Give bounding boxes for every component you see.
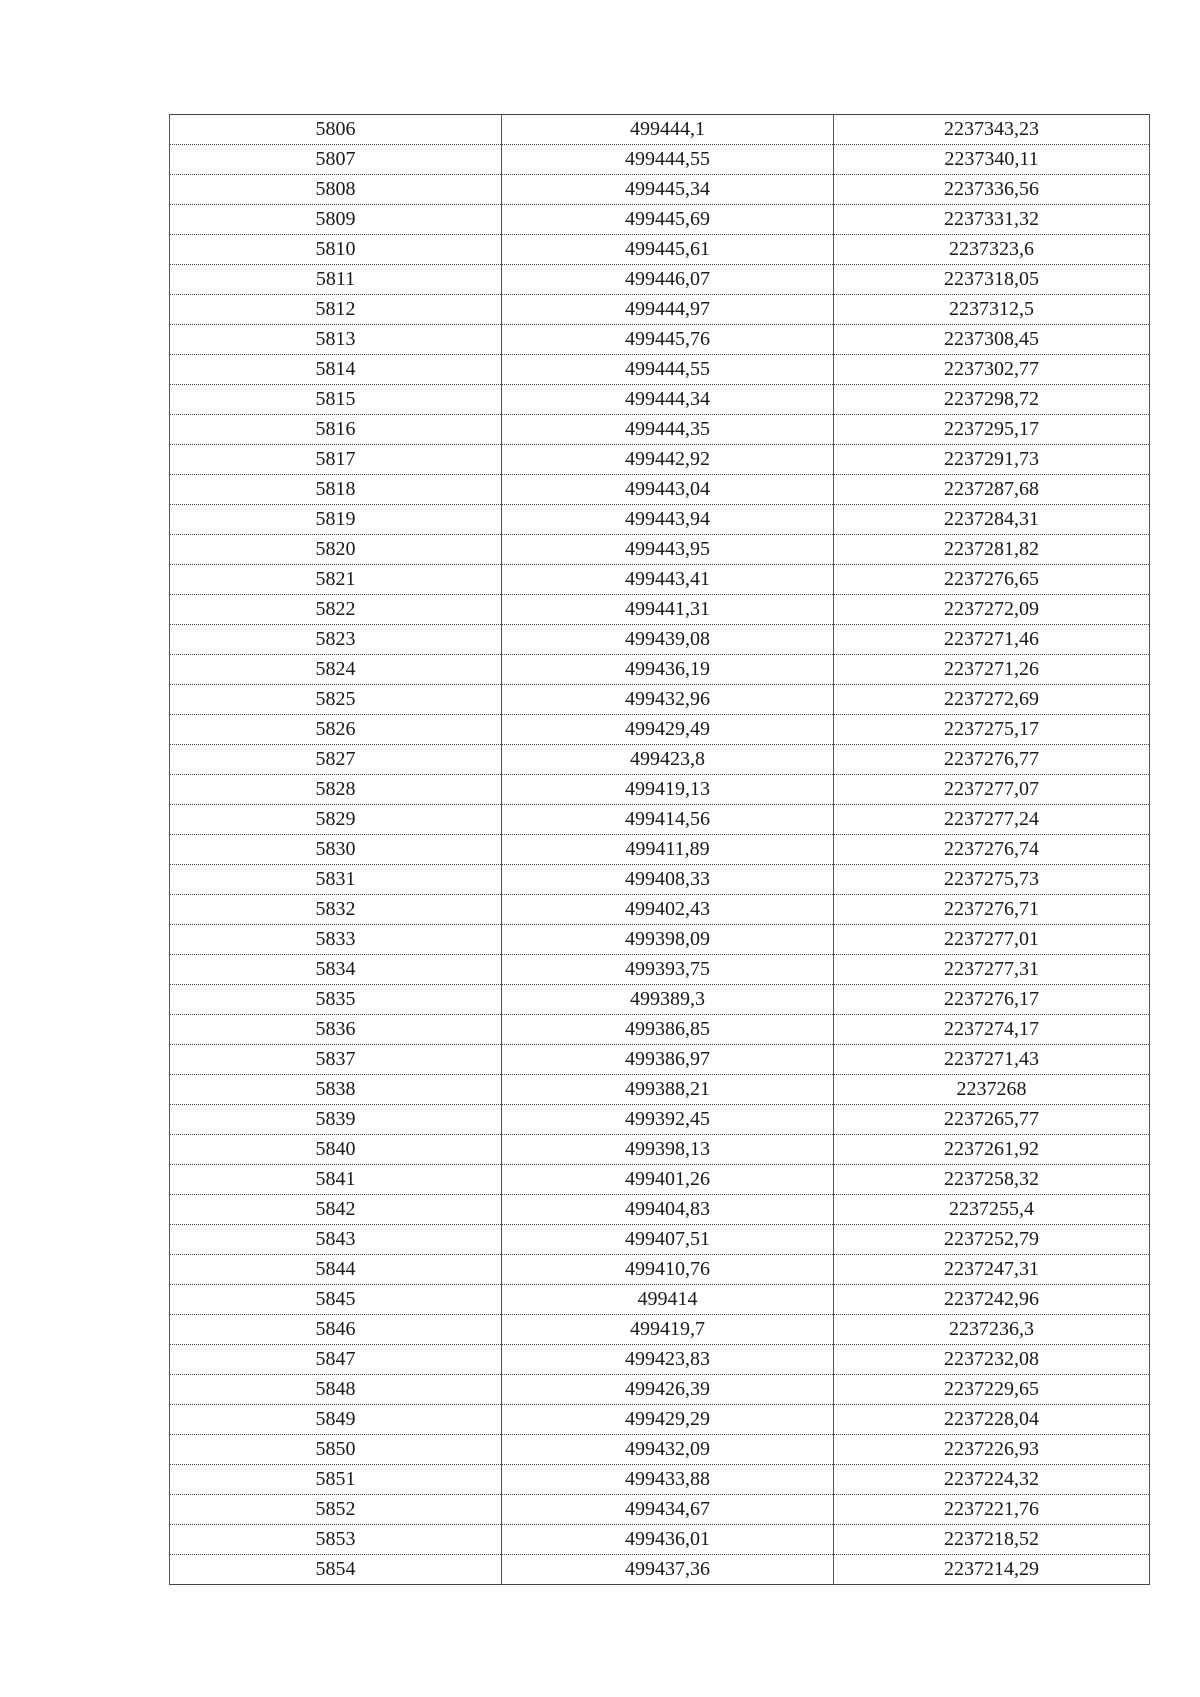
- point-number-cell: 5845: [170, 1285, 502, 1315]
- table-row: [170, 1525, 1150, 1555]
- table-row: [170, 745, 1150, 775]
- table-row: [170, 385, 1150, 415]
- table-row: [170, 565, 1150, 595]
- x-coordinate-cell: 499419,7: [502, 1315, 834, 1345]
- x-coordinate-cell: 499408,33: [502, 865, 834, 895]
- point-number-cell: 5825: [170, 685, 502, 715]
- x-coordinate-cell: 499398,09: [502, 925, 834, 955]
- y-coordinate-cell: 2237343,23: [834, 115, 1150, 145]
- y-coordinate-cell: 2237277,07: [834, 775, 1150, 805]
- table-row: [170, 1375, 1150, 1405]
- x-coordinate-cell: 499419,13: [502, 775, 834, 805]
- y-coordinate-cell: 2237229,65: [834, 1375, 1150, 1405]
- point-number-cell: 5814: [170, 355, 502, 385]
- table-row: [170, 205, 1150, 235]
- y-coordinate-cell: 2237295,17: [834, 415, 1150, 445]
- table-row: [170, 295, 1150, 325]
- x-coordinate-cell: 499404,83: [502, 1195, 834, 1225]
- table-row: [170, 805, 1150, 835]
- x-coordinate-cell: 499423,83: [502, 1345, 834, 1375]
- point-number-cell: 5834: [170, 955, 502, 985]
- y-coordinate-cell: 2237242,96: [834, 1285, 1150, 1315]
- y-coordinate-cell: 2237276,77: [834, 745, 1150, 775]
- x-coordinate-cell: 499444,55: [502, 355, 834, 385]
- point-number-cell: 5809: [170, 205, 502, 235]
- x-coordinate-cell: 499407,51: [502, 1225, 834, 1255]
- x-coordinate-cell: 499444,97: [502, 295, 834, 325]
- point-number-cell: 5827: [170, 745, 502, 775]
- x-coordinate-cell: 499401,26: [502, 1165, 834, 1195]
- y-coordinate-cell: 2237224,32: [834, 1465, 1150, 1495]
- point-number-cell: 5843: [170, 1225, 502, 1255]
- y-coordinate-cell: 2237221,76: [834, 1495, 1150, 1525]
- table-row: [170, 1405, 1150, 1435]
- x-coordinate-cell: 499444,1: [502, 115, 834, 145]
- point-number-cell: 5840: [170, 1135, 502, 1165]
- table-row: [170, 865, 1150, 895]
- y-coordinate-cell: 2237265,77: [834, 1105, 1150, 1135]
- x-coordinate-cell: 499429,29: [502, 1405, 834, 1435]
- table-row: [170, 655, 1150, 685]
- table-row: [170, 235, 1150, 265]
- point-number-cell: 5833: [170, 925, 502, 955]
- x-coordinate-cell: 499443,04: [502, 475, 834, 505]
- y-coordinate-cell: 2237258,32: [834, 1165, 1150, 1195]
- x-coordinate-cell: 499432,09: [502, 1435, 834, 1465]
- table-row: [170, 265, 1150, 295]
- x-coordinate-cell: 499444,34: [502, 385, 834, 415]
- table-row: [170, 715, 1150, 745]
- table-row: [170, 355, 1150, 385]
- x-coordinate-cell: 499432,96: [502, 685, 834, 715]
- y-coordinate-cell: 2237276,74: [834, 835, 1150, 865]
- x-coordinate-cell: 499441,31: [502, 595, 834, 625]
- x-coordinate-cell: 499443,94: [502, 505, 834, 535]
- x-coordinate-cell: 499389,3: [502, 985, 834, 1015]
- point-number-cell: 5813: [170, 325, 502, 355]
- y-coordinate-cell: 2237312,5: [834, 295, 1150, 325]
- x-coordinate-cell: 499445,34: [502, 175, 834, 205]
- y-coordinate-cell: 2237268: [834, 1075, 1150, 1105]
- table-row: [170, 535, 1150, 565]
- table-row: [170, 1315, 1150, 1345]
- point-number-cell: 5847: [170, 1345, 502, 1375]
- y-coordinate-cell: 2237298,72: [834, 385, 1150, 415]
- point-number-cell: 5842: [170, 1195, 502, 1225]
- x-coordinate-cell: 499392,45: [502, 1105, 834, 1135]
- x-coordinate-cell: 499398,13: [502, 1135, 834, 1165]
- point-number-cell: 5806: [170, 115, 502, 145]
- coordinates-table-body: [170, 115, 1150, 1585]
- table-row: [170, 1015, 1150, 1045]
- x-coordinate-cell: 499445,76: [502, 325, 834, 355]
- point-number-cell: 5824: [170, 655, 502, 685]
- x-coordinate-cell: 499388,21: [502, 1075, 834, 1105]
- point-number-cell: 5846: [170, 1315, 502, 1345]
- y-coordinate-cell: 2237232,08: [834, 1345, 1150, 1375]
- point-number-cell: 5810: [170, 235, 502, 265]
- y-coordinate-cell: 2237275,17: [834, 715, 1150, 745]
- point-number-cell: 5849: [170, 1405, 502, 1435]
- point-number-cell: 5850: [170, 1435, 502, 1465]
- table-row: [170, 1465, 1150, 1495]
- point-number-cell: 5836: [170, 1015, 502, 1045]
- point-number-cell: 5821: [170, 565, 502, 595]
- point-number-cell: 5854: [170, 1555, 502, 1585]
- table-row: [170, 595, 1150, 625]
- coordinates-document: [169, 114, 1149, 1585]
- point-number-cell: 5841: [170, 1165, 502, 1195]
- table-row: [170, 1135, 1150, 1165]
- x-coordinate-cell: 499437,36: [502, 1555, 834, 1585]
- x-coordinate-cell: 499443,41: [502, 565, 834, 595]
- table-row: [170, 145, 1150, 175]
- y-coordinate-cell: 2237226,93: [834, 1435, 1150, 1465]
- table-row: [170, 625, 1150, 655]
- x-coordinate-cell: 499444,35: [502, 415, 834, 445]
- y-coordinate-cell: 2237291,73: [834, 445, 1150, 475]
- y-coordinate-cell: 2237318,05: [834, 265, 1150, 295]
- point-number-cell: 5808: [170, 175, 502, 205]
- table-row: [170, 835, 1150, 865]
- table-row: [170, 925, 1150, 955]
- x-coordinate-cell: 499386,85: [502, 1015, 834, 1045]
- y-coordinate-cell: 2237281,82: [834, 535, 1150, 565]
- table-row: [170, 325, 1150, 355]
- table-row: [170, 1105, 1150, 1135]
- table-row: [170, 1165, 1150, 1195]
- x-coordinate-cell: 499429,49: [502, 715, 834, 745]
- table-row: [170, 895, 1150, 925]
- y-coordinate-cell: 2237255,4: [834, 1195, 1150, 1225]
- table-row: [170, 415, 1150, 445]
- x-coordinate-cell: 499444,55: [502, 145, 834, 175]
- point-number-cell: 5835: [170, 985, 502, 1015]
- table-row: [170, 685, 1150, 715]
- point-number-cell: 5838: [170, 1075, 502, 1105]
- y-coordinate-cell: 2237276,71: [834, 895, 1150, 925]
- y-coordinate-cell: 2237247,31: [834, 1255, 1150, 1285]
- y-coordinate-cell: 2237277,01: [834, 925, 1150, 955]
- table-row: [170, 1345, 1150, 1375]
- point-number-cell: 5832: [170, 895, 502, 925]
- x-coordinate-cell: 499393,75: [502, 955, 834, 985]
- y-coordinate-cell: 2237336,56: [834, 175, 1150, 205]
- point-number-cell: 5826: [170, 715, 502, 745]
- y-coordinate-cell: 2237214,29: [834, 1555, 1150, 1585]
- y-coordinate-cell: 2237228,04: [834, 1405, 1150, 1435]
- y-coordinate-cell: 2237276,17: [834, 985, 1150, 1015]
- table-row: [170, 1435, 1150, 1465]
- x-coordinate-cell: 499436,01: [502, 1525, 834, 1555]
- x-coordinate-cell: 499414: [502, 1285, 834, 1315]
- point-number-cell: 5822: [170, 595, 502, 625]
- table-row: [170, 1285, 1150, 1315]
- point-number-cell: 5839: [170, 1105, 502, 1135]
- point-number-cell: 5820: [170, 535, 502, 565]
- y-coordinate-cell: 2237218,52: [834, 1525, 1150, 1555]
- x-coordinate-cell: 499414,56: [502, 805, 834, 835]
- x-coordinate-cell: 499386,97: [502, 1045, 834, 1075]
- table-row: [170, 175, 1150, 205]
- y-coordinate-cell: 2237272,09: [834, 595, 1150, 625]
- x-coordinate-cell: 499439,08: [502, 625, 834, 655]
- x-coordinate-cell: 499442,92: [502, 445, 834, 475]
- point-number-cell: 5837: [170, 1045, 502, 1075]
- table-row: [170, 985, 1150, 1015]
- point-number-cell: 5812: [170, 295, 502, 325]
- table-row: [170, 1075, 1150, 1105]
- x-coordinate-cell: 499410,76: [502, 1255, 834, 1285]
- table-row: [170, 1555, 1150, 1585]
- x-coordinate-cell: 499445,69: [502, 205, 834, 235]
- y-coordinate-cell: 2237340,11: [834, 145, 1150, 175]
- table-row: [170, 1255, 1150, 1285]
- point-number-cell: 5819: [170, 505, 502, 535]
- x-coordinate-cell: 499433,88: [502, 1465, 834, 1495]
- y-coordinate-cell: 2237271,26: [834, 655, 1150, 685]
- point-number-cell: 5807: [170, 145, 502, 175]
- table-row: [170, 955, 1150, 985]
- table-row: [170, 115, 1150, 145]
- x-coordinate-cell: 499445,61: [502, 235, 834, 265]
- point-number-cell: 5852: [170, 1495, 502, 1525]
- y-coordinate-cell: 2237272,69: [834, 685, 1150, 715]
- x-coordinate-cell: 499402,43: [502, 895, 834, 925]
- y-coordinate-cell: 2237236,3: [834, 1315, 1150, 1345]
- x-coordinate-cell: 499423,8: [502, 745, 834, 775]
- x-coordinate-cell: 499436,19: [502, 655, 834, 685]
- point-number-cell: 5816: [170, 415, 502, 445]
- y-coordinate-cell: 2237261,92: [834, 1135, 1150, 1165]
- point-number-cell: 5851: [170, 1465, 502, 1495]
- table-row: [170, 1495, 1150, 1525]
- y-coordinate-cell: 2237302,77: [834, 355, 1150, 385]
- y-coordinate-cell: 2237287,68: [834, 475, 1150, 505]
- x-coordinate-cell: 499446,07: [502, 265, 834, 295]
- point-number-cell: 5817: [170, 445, 502, 475]
- point-number-cell: 5853: [170, 1525, 502, 1555]
- point-number-cell: 5831: [170, 865, 502, 895]
- x-coordinate-cell: 499411,89: [502, 835, 834, 865]
- table-row: [170, 445, 1150, 475]
- y-coordinate-cell: 2237275,73: [834, 865, 1150, 895]
- point-number-cell: 5823: [170, 625, 502, 655]
- x-coordinate-cell: 499426,39: [502, 1375, 834, 1405]
- table-row: [170, 475, 1150, 505]
- coordinates-table: [169, 114, 1150, 1585]
- table-row: [170, 505, 1150, 535]
- y-coordinate-cell: 2237274,17: [834, 1015, 1150, 1045]
- y-coordinate-cell: 2237331,32: [834, 205, 1150, 235]
- table-row: [170, 1225, 1150, 1255]
- point-number-cell: 5829: [170, 805, 502, 835]
- table-row: [170, 1195, 1150, 1225]
- y-coordinate-cell: 2237277,31: [834, 955, 1150, 985]
- table-row: [170, 775, 1150, 805]
- y-coordinate-cell: 2237252,79: [834, 1225, 1150, 1255]
- y-coordinate-cell: 2237271,46: [834, 625, 1150, 655]
- point-number-cell: 5848: [170, 1375, 502, 1405]
- y-coordinate-cell: 2237276,65: [834, 565, 1150, 595]
- point-number-cell: 5811: [170, 265, 502, 295]
- y-coordinate-cell: 2237271,43: [834, 1045, 1150, 1075]
- y-coordinate-cell: 2237284,31: [834, 505, 1150, 535]
- table-row: [170, 1045, 1150, 1075]
- point-number-cell: 5830: [170, 835, 502, 865]
- x-coordinate-cell: 499434,67: [502, 1495, 834, 1525]
- point-number-cell: 5818: [170, 475, 502, 505]
- y-coordinate-cell: 2237308,45: [834, 325, 1150, 355]
- point-number-cell: 5844: [170, 1255, 502, 1285]
- point-number-cell: 5828: [170, 775, 502, 805]
- x-coordinate-cell: 499443,95: [502, 535, 834, 565]
- point-number-cell: 5815: [170, 385, 502, 415]
- y-coordinate-cell: 2237277,24: [834, 805, 1150, 835]
- y-coordinate-cell: 2237323,6: [834, 235, 1150, 265]
